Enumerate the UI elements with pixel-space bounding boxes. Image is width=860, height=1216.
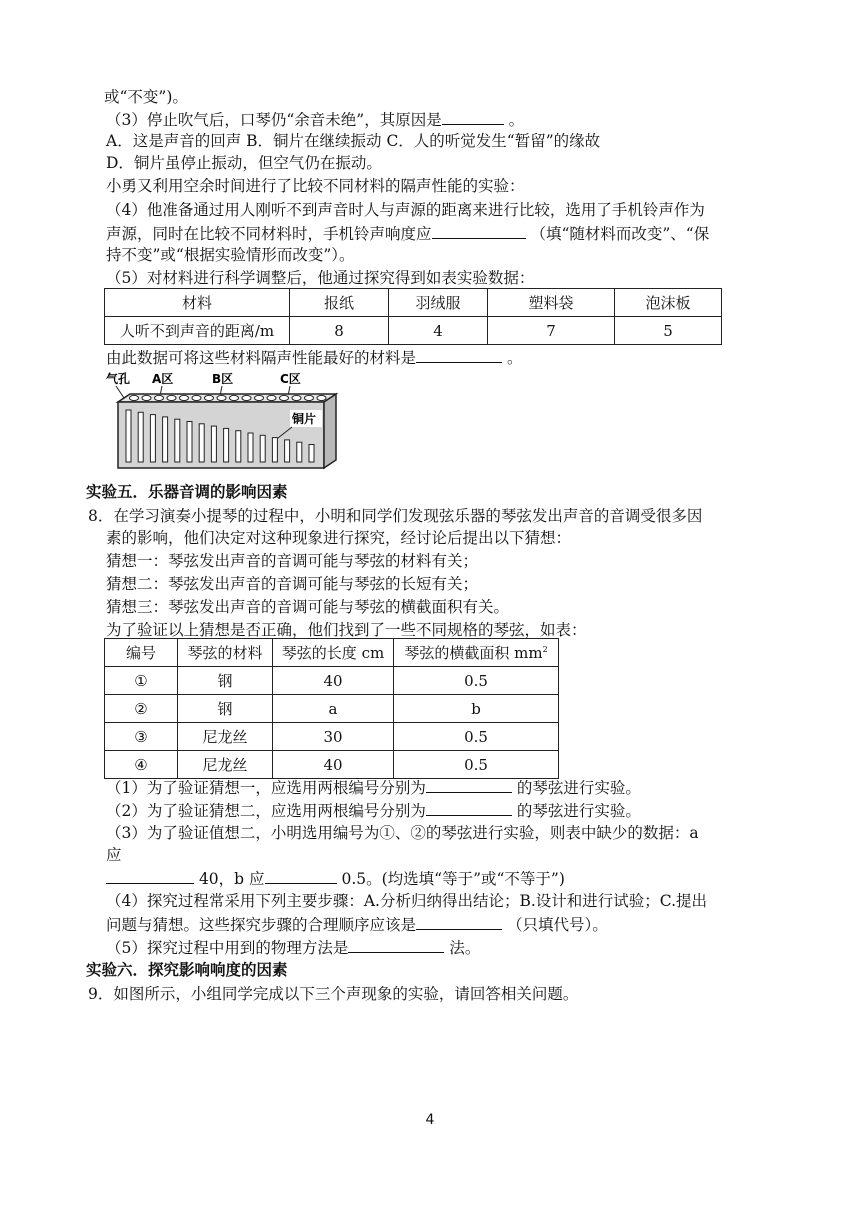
table-cell: ②: [105, 695, 178, 723]
air-hole: [317, 395, 326, 400]
question-8-part-3-line-2: [106, 867, 565, 890]
question-4-line: （4）他准备通过用人刚听不到声音时人与声源的距离来进行比较，选用了手机铃声作为: [106, 201, 705, 219]
hypothesis-2: 猜想二：琴弦发出声音的音调可能与琴弦的长短有关；: [106, 575, 479, 593]
answer-blank[interactable]: [426, 799, 512, 816]
table-cell: [394, 639, 559, 667]
text-fragment: 问题与猜想。这些探究步骤的合理顺序应该是: [106, 916, 417, 934]
table-row: [105, 695, 559, 723]
table-row: [105, 751, 559, 779]
text-fragment: 由此数据可将这些材料隔声性能最好的材料是: [106, 349, 417, 367]
harmonica-figure: [104, 370, 340, 470]
table-cell: 琴弦的长度 cm: [273, 639, 394, 667]
question-8-text: 素的影响，他们决定对这种现象进行探究，经讨论后提出以下猜想：: [106, 529, 572, 547]
question-3-text: （3）停止吹气后，口琴仍“余音未绝”，其原因是: [106, 111, 442, 129]
question-8-text: 为了验证以上猜想是否正确，他们找到了一些不同规格的琴弦，如表：: [106, 621, 587, 639]
table-cell: ③: [105, 723, 178, 751]
air-hole: [255, 395, 264, 400]
table-cell: a: [273, 695, 394, 723]
question-8-part-2: [106, 799, 641, 822]
copper-reed: [138, 412, 143, 462]
text-fragment: 法。: [449, 939, 481, 957]
copper-reed: [175, 419, 180, 462]
page-number: 4: [425, 1112, 435, 1128]
answer-blank[interactable]: [426, 776, 512, 793]
table-cell: 钢: [178, 667, 273, 695]
table-cell: 羽绒服: [389, 289, 488, 317]
copper-reed: [211, 426, 216, 462]
air-hole: [130, 395, 139, 400]
copper-reed: [260, 435, 265, 462]
text-fragment: 。: [508, 111, 525, 129]
text-line: [106, 346, 522, 369]
label-air-hole: 气孔: [106, 372, 131, 386]
answer-blank[interactable]: [442, 108, 504, 125]
air-hole: [217, 395, 226, 400]
table-cell: 0.5: [394, 667, 559, 695]
table-cell-text: 琴弦的横截面积 mm: [404, 644, 543, 662]
label-zone-a: A区: [152, 372, 174, 386]
text-fragment: 声源，同时在比较不同材料时，手机铃声响度应: [106, 225, 432, 243]
table-cell: 人听不到声音的距离/m: [105, 317, 290, 345]
superscript: 2: [542, 645, 548, 654]
text-line: 或“不变”)。: [104, 88, 188, 106]
table-header-row: [105, 639, 559, 667]
option-line-abc: A．这是声音的回声 B．铜片在继续振动 C．人的听觉发生“暂留”的缘故: [106, 132, 601, 150]
question-8-text: 8．在学习演奏小提琴的过程中，小明和同学们发现弦乐器的琴弦发出声音的音调受很多因: [88, 507, 703, 525]
air-hole: [205, 395, 214, 400]
text-fragment: 0.5。(均选填“等于”或“不等于”): [341, 870, 565, 888]
copper-reed: [309, 445, 314, 463]
table-row: [105, 317, 722, 345]
section-6-heading: 实验六．探究影响响度的因素: [86, 961, 288, 979]
question-5-line: （5）对材料进行科学调整后，他通过探究得到如表实验数据：: [106, 269, 535, 287]
text-line: 小勇又利用空余时间进行了比较不同材料的隔声性能的实验：: [106, 177, 525, 195]
table-cell: 塑料袋: [488, 289, 615, 317]
copper-reed: [150, 415, 155, 462]
table-cell: 0.5: [394, 751, 559, 779]
table-cell: 40: [273, 667, 394, 695]
table-cell: 尼龙丝: [178, 751, 273, 779]
copper-reed: [187, 422, 192, 463]
text-fragment: 的琴弦进行实验。: [516, 779, 641, 797]
table-cell: 30: [273, 723, 394, 751]
text-fragment: （填“随材料而改变”、“保: [530, 225, 710, 243]
table-cell: 钢: [178, 695, 273, 723]
copper-reed: [236, 431, 241, 462]
text-fragment: （1）为了验证猜想一，应选用两根编号分别为: [106, 779, 426, 797]
text-fragment: 的琴弦进行实验。: [516, 802, 641, 820]
question-3-line: [106, 108, 524, 131]
copper-reed: [248, 433, 253, 462]
answer-blank[interactable]: [416, 913, 502, 930]
copper-reed: [126, 410, 131, 462]
material-table: [104, 288, 722, 345]
table-cell: 尼龙丝: [178, 723, 273, 751]
table-cell: 编号: [105, 639, 178, 667]
table-cell: 40: [273, 751, 394, 779]
text-fragment: （2）为了验证猜想二，应选用两根编号分别为: [106, 802, 426, 820]
label-zone-c: C区: [280, 372, 301, 386]
air-hole: [280, 395, 289, 400]
answer-blank[interactable]: [432, 222, 526, 239]
table-cell: 泡沫板: [615, 289, 722, 317]
label-zone-b: B区: [212, 372, 234, 386]
air-hole: [142, 395, 151, 400]
question-9-text: 9．如图所示，小组同学完成以下三个声现象的实验，请回答相关问题。: [88, 985, 579, 1003]
air-hole: [167, 395, 176, 400]
table-cell: 材料: [105, 289, 290, 317]
copper-reed: [297, 442, 302, 462]
table-cell: ①: [105, 667, 178, 695]
copper-reed: [272, 438, 277, 462]
text-fragment: （5）探究过程中用到的物理方法是: [106, 939, 349, 957]
air-hole: [242, 395, 251, 400]
question-4-line-2: [106, 222, 709, 245]
text-fragment: （只填代号）。: [506, 916, 608, 934]
option-line-d: D．铜片虽停止振动，但空气仍在振动。: [106, 154, 382, 172]
table-cell: 报纸: [290, 289, 389, 317]
air-hole: [192, 395, 201, 400]
table-cell: 4: [389, 317, 488, 345]
answer-blank[interactable]: [106, 867, 194, 884]
table-cell: ④: [105, 751, 178, 779]
copper-reed: [285, 440, 290, 462]
table-cell: b: [394, 695, 559, 723]
table-row: [105, 723, 559, 751]
answer-blank[interactable]: [265, 867, 337, 884]
air-hole: [230, 395, 239, 400]
table-cell: 5: [615, 317, 722, 345]
air-hole: [155, 395, 164, 400]
text-fragment: 40，b 应: [198, 870, 265, 888]
air-hole: [267, 395, 276, 400]
text-fragment: 。: [506, 349, 523, 367]
hypothesis-3: 猜想三：琴弦发出声音的音调可能与琴弦的横截面积有关。: [106, 598, 510, 616]
copper-reed: [163, 417, 168, 462]
air-hole: [292, 395, 301, 400]
table-cell: 0.5: [394, 723, 559, 751]
section-5-heading: 实验五．乐器音调的影响因素: [86, 483, 288, 501]
text-line: 持不变”或“根据实验情形而改变”）。: [106, 246, 355, 264]
copper-reed: [224, 428, 229, 462]
copper-reed: [199, 424, 204, 462]
table-row: [105, 667, 559, 695]
answer-blank[interactable]: [416, 346, 502, 363]
air-hole: [180, 395, 189, 400]
string-table: [104, 638, 559, 779]
table-cell: 7: [488, 317, 615, 345]
table-cell: 8: [290, 317, 389, 345]
question-8-part-4-line-2: [106, 913, 608, 936]
question-8-part-5: [106, 936, 480, 959]
table-cell: 琴弦的材料: [178, 639, 273, 667]
question-8-part-3: （3）为了验证值想二，小明选用编号为①、②的琴弦进行实验，则表中缺少的数据：a: [106, 824, 699, 842]
question-8-part-1: [106, 776, 641, 799]
question-8-part-4: （4）探究过程常采用下列主要步骤：A.分析归纳得出结论；B.设计和进行试验；C.提出: [106, 892, 708, 910]
air-hole: [305, 395, 314, 400]
answer-blank[interactable]: [348, 936, 444, 953]
label-reed: 铜片: [292, 412, 317, 426]
hypothesis-1: 猜想一：琴弦发出声音的音调可能与琴弦的材料有关；: [106, 552, 479, 570]
table-header-row: [105, 289, 722, 317]
text-line: 应: [106, 846, 122, 864]
